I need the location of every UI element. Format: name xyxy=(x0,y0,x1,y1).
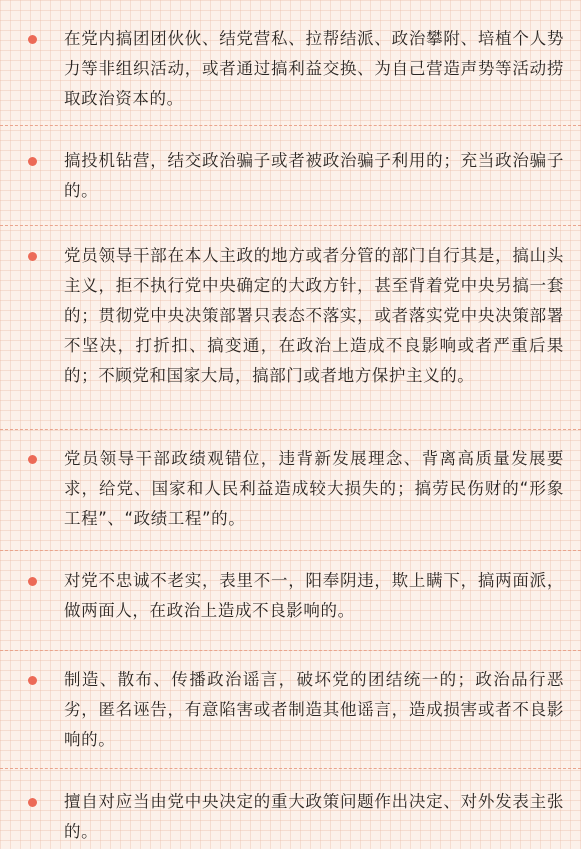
bullet-dot-icon xyxy=(28,577,37,586)
list-item xyxy=(0,0,581,126)
bullet-dot-icon xyxy=(28,35,37,44)
list-item-text: 在党内搞团团伙伙、结党营私、拉帮结派、政治攀附、培植个人势力等非组织活动，或者通过搞利益交换、为自己营造声势等活动捞取政治资本的。 xyxy=(64,29,564,108)
list-item-text: 党员领导干部在本人主政的地方或者分管的部门自行其是，搞山头主义，拒不执行党中央确定的大政方针，甚至背着党中央另搞一套的；贯彻党中央决策部署只表态不落实，或者落实党中央决策部署不坚决，打折扣、搞变通，在政治上造成不良影响或者严重后果的；不顾党和国家大局，搞部门或者地方保护主义的。 xyxy=(64,246,564,385)
bullet-dot-icon xyxy=(28,455,37,464)
list-item xyxy=(0,226,581,430)
list-item-text: 制造、散布、传播政治谣言，破坏党的团结统一的；政治品行恶劣，匿名诬告，有意陷害或者制造其他谣言，造成损害或者不良影响的。 xyxy=(64,670,564,749)
bullet-dot-icon xyxy=(28,676,37,685)
list-item xyxy=(0,551,581,651)
list-item xyxy=(0,430,581,551)
bullet-dot-icon xyxy=(28,157,37,166)
list-item xyxy=(0,769,581,849)
bullet-dot-icon xyxy=(28,252,37,261)
list-item-text: 对党不忠诚不老实，表里不一，阳奉阴违，欺上瞒下，搞两面派，做两面人，在政治上造成不良影响的。 xyxy=(64,571,564,620)
list-item-text: 擅自对应当由党中央决定的重大政策问题作出决定、对外发表主张的。 xyxy=(64,792,564,841)
bullet-dot-icon xyxy=(28,798,37,807)
list-item xyxy=(0,126,581,226)
list-item-text: 搞投机钻营，结交政治骗子或者被政治骗子利用的；充当政治骗子的。 xyxy=(64,151,564,200)
list-item-text: 党员领导干部政绩观错位，违背新发展理念、背离高质量发展要求，给党、国家和人民利益造成较大损失的；搞劳民伤财的“形象工程”、“政绩工程”的。 xyxy=(64,449,564,528)
list-item xyxy=(0,651,581,769)
